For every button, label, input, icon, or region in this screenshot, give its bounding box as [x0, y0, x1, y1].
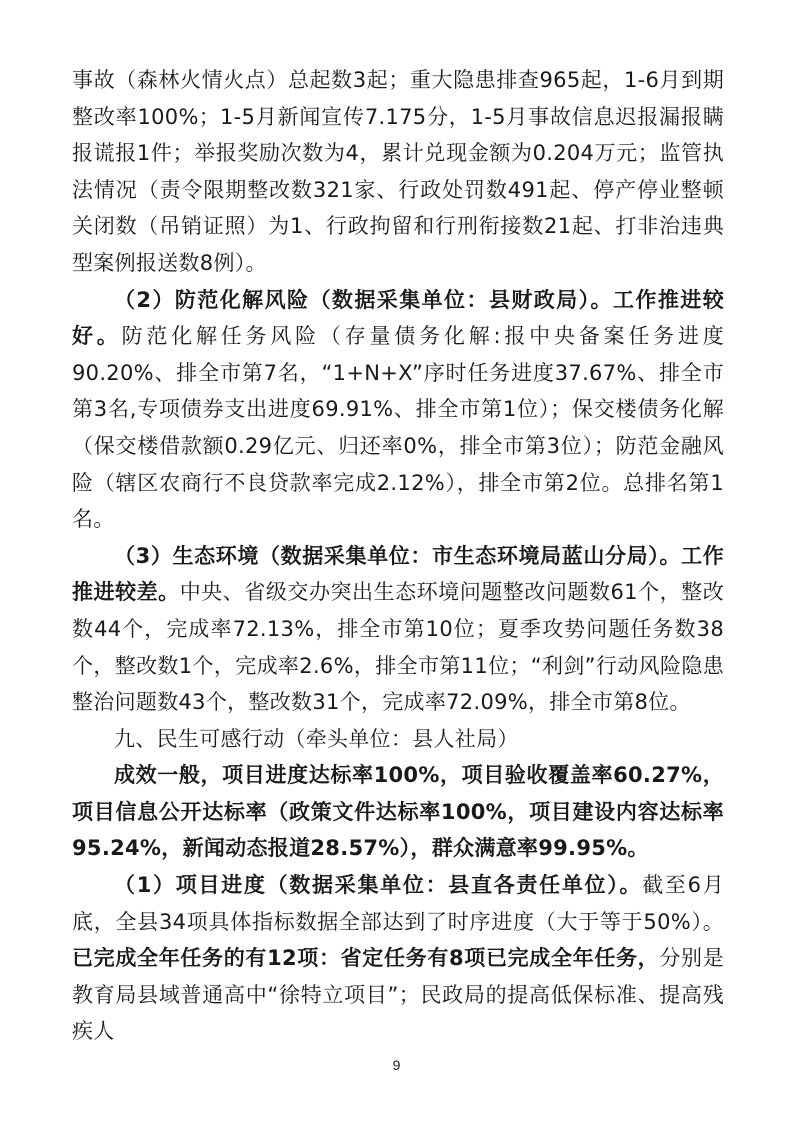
paragraph-risk-prevention-body: 防范化解任务风险（存量债务化解:报中央备案任务进度90.20%、排全市第7名，“1+N+X”序时任务进度37.67%、排全市第3名,专项债券支出进度69.91%、排全市第1位）；保交楼债务化解（保交楼借款额0.29亿元、归还率0%，排全市第3位）；防范金融风险（辖区农商行不良贷款率完成2.12%），排全市第2位。总排名第1名。	[72, 324, 724, 532]
paragraph-ecology	[72, 538, 724, 721]
document-body	[72, 62, 724, 1050]
paragraph-risk-prevention	[72, 282, 724, 538]
paragraph-project-progress	[72, 867, 724, 1050]
paragraph-project-progress-highlight: 已完成全年任务的有12项：省定任务有8项已完成全年任务，	[72, 946, 660, 971]
page-number: 9	[392, 1057, 401, 1073]
section-heading-project-progress: （1）项目进度（数据采集单位：县直各责任单位）。	[114, 873, 643, 898]
paragraph-ecology-body: 中央、省级交办突出生态环境问题整改问题数61个，整改数44个，完成率72.13%，排全市第10位；夏季攻势问题任务数38个，整改数1个，完成率2.6%，排全市第11位；“利剑”行动风险隐患整治问题数43个，整改数31个，完成率72.09%，排全市第8位。	[72, 580, 724, 715]
paragraph-safety-stats: 事故（森林火情火点）总起数3起；重大隐患排查965起，1-6月到期整改率100%；1-5月新闻宣传7.175分，1-5月事故信息迟报漏报瞒报谎报1件；举报奖励次数为4，累计兑现金额为0.204万元；监管执法情况（责令限期整改数321家、行政处罚数491起、停产停业整顿关闭数（吊销证照）为1、行政拘留和行刑衔接数21起、打非治违典型案例报送数8例）。	[72, 68, 724, 275]
section-heading-ecology: （3）生态环境（数据采集单位：市生态环境局蓝山分局）。工作推进较差。	[72, 543, 724, 605]
section-title-livelihood: 九、民生可感行动（牵头单位：县人社局）	[114, 726, 519, 751]
paragraph-project-progress-tail: 分别是教育局县域普通高中“徐特立项目”；民政局的提高低保标准、提高残疾人	[72, 946, 724, 1044]
paragraph-project-progress-body: 截至6月底，全县34项具体指标数据全部达到了时序进度（大于等于50%）。	[72, 873, 724, 934]
section-heading-risk-prevention: （2）防范化解风险（数据采集单位：县财政局）。工作推进较好。	[72, 287, 724, 349]
paragraph-livelihood-summary: 成效一般，项目进度达标率100%，项目验收覆盖率60.27%，项目信息公开达标率（政策文件达标率100%，项目建设内容达标率95.24%，新闻动态报道28.57%），群众满意率99.95%。	[72, 763, 724, 861]
